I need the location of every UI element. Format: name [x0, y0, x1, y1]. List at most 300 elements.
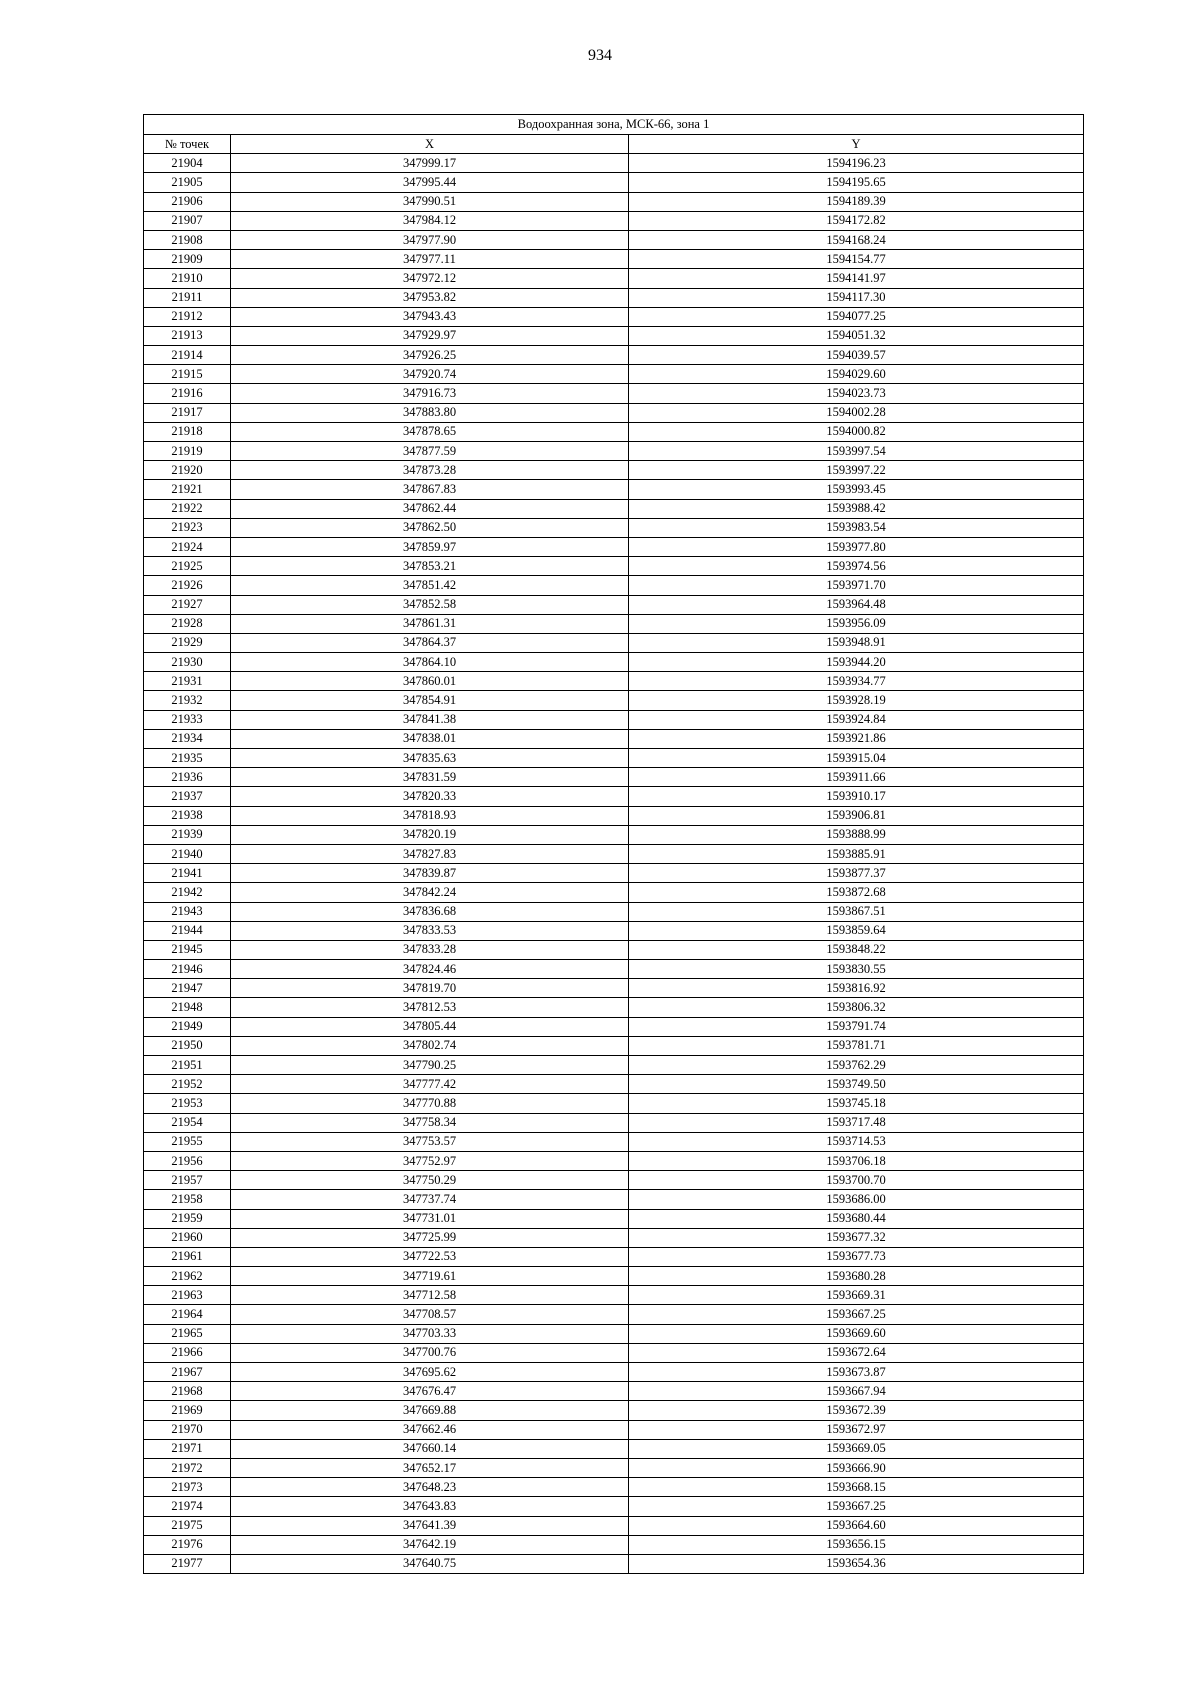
- x-cell: 347640.75: [231, 1554, 629, 1573]
- y-cell: 1594196.23: [629, 154, 1084, 173]
- table-row: [144, 1401, 1084, 1420]
- x-cell: 347652.17: [231, 1458, 629, 1477]
- y-cell: 1593656.15: [629, 1535, 1084, 1554]
- table-row: [144, 326, 1084, 345]
- point-number-cell: 21925: [144, 557, 231, 576]
- point-number-cell: 21946: [144, 960, 231, 979]
- point-number-cell: 21972: [144, 1458, 231, 1477]
- point-number-cell: 21930: [144, 653, 231, 672]
- point-number-cell: 21923: [144, 518, 231, 537]
- x-cell: 347926.25: [231, 346, 629, 365]
- table-row: [144, 1247, 1084, 1266]
- x-cell: 347833.28: [231, 940, 629, 959]
- y-cell: 1594117.30: [629, 288, 1084, 307]
- y-cell: 1593977.80: [629, 537, 1084, 556]
- x-cell: 347842.24: [231, 883, 629, 902]
- y-cell: 1594195.65: [629, 173, 1084, 192]
- point-number-cell: 21918: [144, 422, 231, 441]
- point-number-cell: 21916: [144, 384, 231, 403]
- x-cell: 347731.01: [231, 1209, 629, 1228]
- x-cell: 347820.33: [231, 787, 629, 806]
- point-number-cell: 21943: [144, 902, 231, 921]
- table-row: [144, 1209, 1084, 1228]
- x-cell: 347841.38: [231, 710, 629, 729]
- x-cell: 347676.47: [231, 1382, 629, 1401]
- y-cell: 1593997.54: [629, 442, 1084, 461]
- point-number-cell: 21905: [144, 173, 231, 192]
- x-cell: 347737.74: [231, 1190, 629, 1209]
- x-cell: 347859.97: [231, 537, 629, 556]
- table-row: [144, 576, 1084, 595]
- x-cell: 347990.51: [231, 192, 629, 211]
- point-number-cell: 21975: [144, 1516, 231, 1535]
- table-row: [144, 1554, 1084, 1573]
- point-number-cell: 21912: [144, 307, 231, 326]
- y-cell: 1593669.05: [629, 1439, 1084, 1458]
- x-cell: 347700.76: [231, 1343, 629, 1362]
- x-cell: 347883.80: [231, 403, 629, 422]
- point-number-cell: 21907: [144, 211, 231, 230]
- y-cell: 1593686.00: [629, 1190, 1084, 1209]
- x-cell: 347752.97: [231, 1151, 629, 1170]
- y-cell: 1594029.60: [629, 365, 1084, 384]
- point-number-cell: 21948: [144, 998, 231, 1017]
- y-cell: 1594051.32: [629, 326, 1084, 345]
- table-row: [144, 384, 1084, 403]
- header-x: X: [231, 135, 629, 154]
- y-cell: 1593667.94: [629, 1382, 1084, 1401]
- x-cell: 347648.23: [231, 1478, 629, 1497]
- header-y: Y: [629, 135, 1084, 154]
- x-cell: 347777.42: [231, 1075, 629, 1094]
- x-cell: 347835.63: [231, 749, 629, 768]
- x-cell: 347770.88: [231, 1094, 629, 1113]
- point-number-cell: 21917: [144, 403, 231, 422]
- y-cell: 1593915.04: [629, 749, 1084, 768]
- point-number-cell: 21921: [144, 480, 231, 499]
- y-cell: 1593672.97: [629, 1420, 1084, 1439]
- point-number-cell: 21928: [144, 614, 231, 633]
- point-number-cell: 21947: [144, 979, 231, 998]
- point-number-cell: 21953: [144, 1094, 231, 1113]
- table-row: [144, 1171, 1084, 1190]
- y-cell: 1593667.25: [629, 1305, 1084, 1324]
- x-cell: 347824.46: [231, 960, 629, 979]
- table-row: [144, 1190, 1084, 1209]
- point-number-cell: 21959: [144, 1209, 231, 1228]
- table-row: [144, 1363, 1084, 1382]
- x-cell: 347977.90: [231, 230, 629, 249]
- table-row: [144, 595, 1084, 614]
- y-cell: 1593988.42: [629, 499, 1084, 518]
- table-header-row: [144, 135, 1084, 154]
- point-number-cell: 21922: [144, 499, 231, 518]
- x-cell: 347827.83: [231, 844, 629, 863]
- y-cell: 1593669.31: [629, 1286, 1084, 1305]
- table-row: [144, 211, 1084, 230]
- y-cell: 1594172.82: [629, 211, 1084, 230]
- point-number-cell: 21966: [144, 1343, 231, 1362]
- table-row: [144, 1458, 1084, 1477]
- x-cell: 347943.43: [231, 307, 629, 326]
- table-row: [144, 230, 1084, 249]
- point-number-cell: 21935: [144, 749, 231, 768]
- point-number-cell: 21919: [144, 442, 231, 461]
- table-row: [144, 1075, 1084, 1094]
- y-cell: 1593673.87: [629, 1363, 1084, 1382]
- point-number-cell: 21977: [144, 1554, 231, 1573]
- table-row: [144, 1516, 1084, 1535]
- table-row: [144, 653, 1084, 672]
- x-cell: 347708.57: [231, 1305, 629, 1324]
- point-number-cell: 21954: [144, 1113, 231, 1132]
- table-row: [144, 1324, 1084, 1343]
- point-number-cell: 21964: [144, 1305, 231, 1324]
- table-row: [144, 749, 1084, 768]
- y-cell: 1593672.64: [629, 1343, 1084, 1362]
- point-number-cell: 21926: [144, 576, 231, 595]
- table-row: [144, 1036, 1084, 1055]
- x-cell: 347660.14: [231, 1439, 629, 1458]
- y-cell: 1593885.91: [629, 844, 1084, 863]
- x-cell: 347852.58: [231, 595, 629, 614]
- x-cell: 347669.88: [231, 1401, 629, 1420]
- point-number-cell: 21950: [144, 1036, 231, 1055]
- table-row: [144, 192, 1084, 211]
- table-row: [144, 902, 1084, 921]
- y-cell: 1593974.56: [629, 557, 1084, 576]
- y-cell: 1594154.77: [629, 250, 1084, 269]
- x-cell: 347836.68: [231, 902, 629, 921]
- point-number-cell: 21960: [144, 1228, 231, 1247]
- point-number-cell: 21968: [144, 1382, 231, 1401]
- table-row: [144, 1132, 1084, 1151]
- table-row: [144, 672, 1084, 691]
- point-number-cell: 21936: [144, 768, 231, 787]
- coordinates-table: [143, 114, 1084, 1574]
- x-cell: 347878.65: [231, 422, 629, 441]
- y-cell: 1593997.22: [629, 461, 1084, 480]
- x-cell: 347854.91: [231, 691, 629, 710]
- x-cell: 347831.59: [231, 768, 629, 787]
- x-cell: 347833.53: [231, 921, 629, 940]
- x-cell: 347853.21: [231, 557, 629, 576]
- point-number-cell: 21957: [144, 1171, 231, 1190]
- x-cell: 347662.46: [231, 1420, 629, 1439]
- y-cell: 1593672.39: [629, 1401, 1084, 1420]
- point-number-cell: 21934: [144, 729, 231, 748]
- x-cell: 347977.11: [231, 250, 629, 269]
- y-cell: 1593806.32: [629, 998, 1084, 1017]
- point-number-cell: 21958: [144, 1190, 231, 1209]
- y-cell: 1593680.44: [629, 1209, 1084, 1228]
- y-cell: 1594077.25: [629, 307, 1084, 326]
- x-cell: 347839.87: [231, 864, 629, 883]
- x-cell: 347750.29: [231, 1171, 629, 1190]
- x-cell: 347862.44: [231, 499, 629, 518]
- y-cell: 1593971.70: [629, 576, 1084, 595]
- y-cell: 1593859.64: [629, 921, 1084, 940]
- table-row: [144, 461, 1084, 480]
- x-cell: 347838.01: [231, 729, 629, 748]
- point-number-cell: 21969: [144, 1401, 231, 1420]
- point-number-cell: 21938: [144, 806, 231, 825]
- y-cell: 1593717.48: [629, 1113, 1084, 1132]
- table-row: [144, 269, 1084, 288]
- y-cell: 1593911.66: [629, 768, 1084, 787]
- table-row: [144, 365, 1084, 384]
- point-number-cell: 21944: [144, 921, 231, 940]
- table-row: [144, 537, 1084, 556]
- y-cell: 1593669.60: [629, 1324, 1084, 1343]
- table-row: [144, 1151, 1084, 1170]
- table-row: [144, 1056, 1084, 1075]
- x-cell: 347695.62: [231, 1363, 629, 1382]
- x-cell: 347758.34: [231, 1113, 629, 1132]
- x-cell: 347851.42: [231, 576, 629, 595]
- table-row: [144, 1382, 1084, 1401]
- point-number-cell: 21924: [144, 537, 231, 556]
- table-row: [144, 1535, 1084, 1554]
- table-row: [144, 825, 1084, 844]
- y-cell: 1593791.74: [629, 1017, 1084, 1036]
- table-row: [144, 288, 1084, 307]
- table-row: [144, 768, 1084, 787]
- y-cell: 1593867.51: [629, 902, 1084, 921]
- table-caption-row: [144, 115, 1084, 135]
- x-cell: 347873.28: [231, 461, 629, 480]
- y-cell: 1593944.20: [629, 653, 1084, 672]
- y-cell: 1593654.36: [629, 1554, 1084, 1573]
- x-cell: 347818.93: [231, 806, 629, 825]
- y-cell: 1593906.81: [629, 806, 1084, 825]
- table-row: [144, 1113, 1084, 1132]
- table-row: [144, 960, 1084, 979]
- point-number-cell: 21929: [144, 633, 231, 652]
- point-number-cell: 21942: [144, 883, 231, 902]
- table-row: [144, 729, 1084, 748]
- table-row: [144, 173, 1084, 192]
- x-cell: 347984.12: [231, 211, 629, 230]
- y-cell: 1593934.77: [629, 672, 1084, 691]
- table-row: [144, 787, 1084, 806]
- x-cell: 347812.53: [231, 998, 629, 1017]
- point-number-cell: 21951: [144, 1056, 231, 1075]
- point-number-cell: 21906: [144, 192, 231, 211]
- table-row: [144, 921, 1084, 940]
- table-row: [144, 1343, 1084, 1362]
- table-row: [144, 806, 1084, 825]
- y-cell: 1593714.53: [629, 1132, 1084, 1151]
- x-cell: 347643.83: [231, 1497, 629, 1516]
- table-row: [144, 1267, 1084, 1286]
- x-cell: 347860.01: [231, 672, 629, 691]
- point-number-cell: 21939: [144, 825, 231, 844]
- x-cell: 347864.10: [231, 653, 629, 672]
- y-cell: 1593983.54: [629, 518, 1084, 537]
- point-number-cell: 21976: [144, 1535, 231, 1554]
- table-row: [144, 499, 1084, 518]
- y-cell: 1593928.19: [629, 691, 1084, 710]
- y-cell: 1593706.18: [629, 1151, 1084, 1170]
- table-row: [144, 864, 1084, 883]
- y-cell: 1593677.73: [629, 1247, 1084, 1266]
- y-cell: 1593956.09: [629, 614, 1084, 633]
- y-cell: 1594039.57: [629, 346, 1084, 365]
- point-number-cell: 21961: [144, 1247, 231, 1266]
- table-row: [144, 1017, 1084, 1036]
- point-number-cell: 21963: [144, 1286, 231, 1305]
- x-cell: 347703.33: [231, 1324, 629, 1343]
- table-row: [144, 844, 1084, 863]
- point-number-cell: 21945: [144, 940, 231, 959]
- y-cell: 1594168.24: [629, 230, 1084, 249]
- table-row: [144, 940, 1084, 959]
- point-number-cell: 21949: [144, 1017, 231, 1036]
- x-cell: 347712.58: [231, 1286, 629, 1305]
- x-cell: 347790.25: [231, 1056, 629, 1075]
- table-row: [144, 250, 1084, 269]
- point-number-cell: 21932: [144, 691, 231, 710]
- table-row: [144, 998, 1084, 1017]
- table-row: [144, 422, 1084, 441]
- x-cell: 347722.53: [231, 1247, 629, 1266]
- table-row: [144, 1286, 1084, 1305]
- table-row: [144, 691, 1084, 710]
- point-number-cell: 21970: [144, 1420, 231, 1439]
- table-row: [144, 403, 1084, 422]
- table-row: [144, 883, 1084, 902]
- table-row: [144, 1497, 1084, 1516]
- y-cell: 1593667.25: [629, 1497, 1084, 1516]
- point-number-cell: 21913: [144, 326, 231, 345]
- table-row: [144, 1094, 1084, 1113]
- y-cell: 1593872.68: [629, 883, 1084, 902]
- x-cell: 347753.57: [231, 1132, 629, 1151]
- y-cell: 1594000.82: [629, 422, 1084, 441]
- x-cell: 347995.44: [231, 173, 629, 192]
- point-number-cell: 21973: [144, 1478, 231, 1497]
- x-cell: 347862.50: [231, 518, 629, 537]
- point-number-cell: 21955: [144, 1132, 231, 1151]
- page-number: 934: [588, 47, 612, 64]
- y-cell: 1593680.28: [629, 1267, 1084, 1286]
- y-cell: 1593700.70: [629, 1171, 1084, 1190]
- x-cell: 347916.73: [231, 384, 629, 403]
- x-cell: 347953.82: [231, 288, 629, 307]
- x-cell: 347999.17: [231, 154, 629, 173]
- table-row: [144, 1439, 1084, 1458]
- y-cell: 1593749.50: [629, 1075, 1084, 1094]
- point-number-cell: 21904: [144, 154, 231, 173]
- point-number-cell: 21956: [144, 1151, 231, 1170]
- x-cell: 347861.31: [231, 614, 629, 633]
- point-number-cell: 21965: [144, 1324, 231, 1343]
- x-cell: 347877.59: [231, 442, 629, 461]
- x-cell: 347929.97: [231, 326, 629, 345]
- x-cell: 347864.37: [231, 633, 629, 652]
- table-body: [144, 154, 1084, 1574]
- y-cell: 1593668.15: [629, 1478, 1084, 1497]
- point-number-cell: 21931: [144, 672, 231, 691]
- point-number-cell: 21910: [144, 269, 231, 288]
- point-number-cell: 21911: [144, 288, 231, 307]
- y-cell: 1593830.55: [629, 960, 1084, 979]
- y-cell: 1593762.29: [629, 1056, 1084, 1075]
- table-row: [144, 1478, 1084, 1497]
- x-cell: 347802.74: [231, 1036, 629, 1055]
- y-cell: 1593877.37: [629, 864, 1084, 883]
- table-caption: Водоохранная зона, МСК-66, зона 1: [144, 115, 1084, 135]
- x-cell: 347719.61: [231, 1267, 629, 1286]
- point-number-cell: 21967: [144, 1363, 231, 1382]
- x-cell: 347867.83: [231, 480, 629, 499]
- table-row: [144, 307, 1084, 326]
- x-cell: 347642.19: [231, 1535, 629, 1554]
- table-row: [144, 557, 1084, 576]
- point-number-cell: 21962: [144, 1267, 231, 1286]
- y-cell: 1593964.48: [629, 595, 1084, 614]
- point-number-cell: 21971: [144, 1439, 231, 1458]
- y-cell: 1593993.45: [629, 480, 1084, 499]
- table-row: [144, 154, 1084, 173]
- table-row: [144, 1228, 1084, 1247]
- y-cell: 1593921.86: [629, 729, 1084, 748]
- x-cell: 347819.70: [231, 979, 629, 998]
- point-number-cell: 21974: [144, 1497, 231, 1516]
- x-cell: 347805.44: [231, 1017, 629, 1036]
- table-row: [144, 979, 1084, 998]
- y-cell: 1594002.28: [629, 403, 1084, 422]
- table-row: [144, 442, 1084, 461]
- point-number-cell: 21941: [144, 864, 231, 883]
- y-cell: 1593664.60: [629, 1516, 1084, 1535]
- y-cell: 1593677.32: [629, 1228, 1084, 1247]
- y-cell: 1593924.84: [629, 710, 1084, 729]
- point-number-cell: 21937: [144, 787, 231, 806]
- x-cell: 347641.39: [231, 1516, 629, 1535]
- point-number-cell: 21914: [144, 346, 231, 365]
- y-cell: 1594023.73: [629, 384, 1084, 403]
- y-cell: 1594189.39: [629, 192, 1084, 211]
- y-cell: 1593816.92: [629, 979, 1084, 998]
- point-number-cell: 21908: [144, 230, 231, 249]
- point-number-cell: 21933: [144, 710, 231, 729]
- y-cell: 1593781.71: [629, 1036, 1084, 1055]
- point-number-cell: 21915: [144, 365, 231, 384]
- table-row: [144, 633, 1084, 652]
- y-cell: 1593948.91: [629, 633, 1084, 652]
- point-number-cell: 21940: [144, 844, 231, 863]
- table-row: [144, 1420, 1084, 1439]
- point-number-cell: 21952: [144, 1075, 231, 1094]
- y-cell: 1593888.99: [629, 825, 1084, 844]
- table-row: [144, 480, 1084, 499]
- point-number-cell: 21927: [144, 595, 231, 614]
- point-number-cell: 21909: [144, 250, 231, 269]
- x-cell: 347920.74: [231, 365, 629, 384]
- header-point-number: № точек: [144, 135, 231, 154]
- y-cell: 1593666.90: [629, 1458, 1084, 1477]
- y-cell: 1593910.17: [629, 787, 1084, 806]
- y-cell: 1593745.18: [629, 1094, 1084, 1113]
- table-row: [144, 346, 1084, 365]
- table-row: [144, 1305, 1084, 1324]
- x-cell: 347820.19: [231, 825, 629, 844]
- table-row: [144, 710, 1084, 729]
- table-row: [144, 518, 1084, 537]
- point-number-cell: 21920: [144, 461, 231, 480]
